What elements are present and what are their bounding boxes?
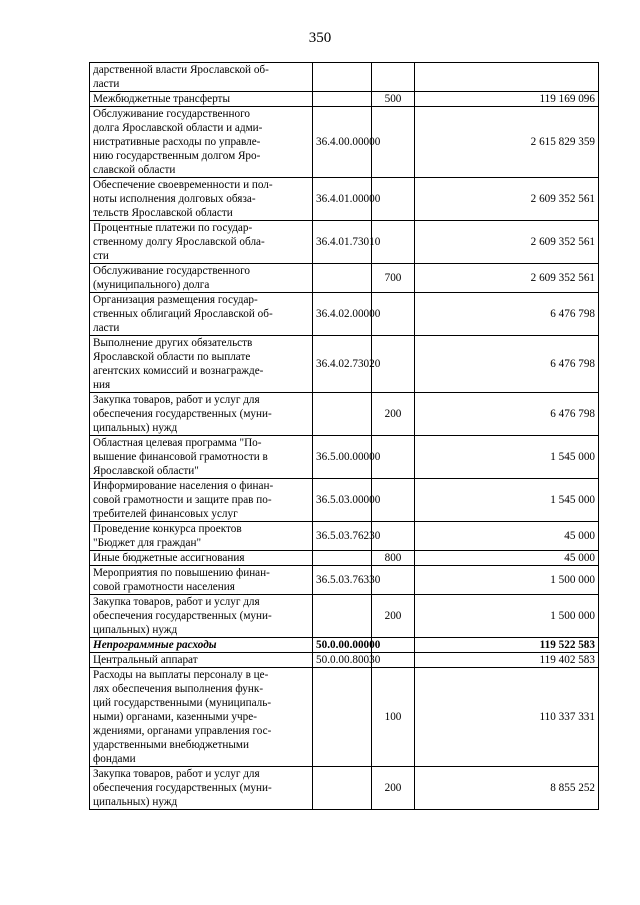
row-name-cell: дарственной власти Ярославской об- ласти	[90, 63, 313, 92]
table-row	[90, 178, 599, 221]
row-amount-cell: 45 000	[415, 522, 599, 551]
row-amount-cell: 110 337 331	[415, 668, 599, 767]
row-name-cell: Процентные платежи по государ- ственному долгу Ярославской обла- сти	[90, 221, 313, 264]
table-row	[90, 668, 599, 767]
row-type-cell: 500	[372, 92, 415, 107]
row-code-cell	[313, 668, 372, 767]
table-row	[90, 293, 599, 336]
table-row	[90, 264, 599, 293]
row-amount-cell: 1 545 000	[415, 436, 599, 479]
row-amount-cell: 1 500 000	[415, 595, 599, 638]
row-name-cell: Обслуживание государственного (муниципального) долга	[90, 264, 313, 293]
row-name-cell: Областная целевая программа "По- вышение финансовой грамотности в Ярославской области"	[90, 436, 313, 479]
row-type-cell: 800	[372, 551, 415, 566]
row-name-cell: Непрограммные расходы	[90, 638, 313, 653]
row-amount-cell: 2 615 829 359	[415, 107, 599, 178]
row-amount-cell: 6 476 798	[415, 293, 599, 336]
table-row	[90, 566, 599, 595]
row-name-cell: Обеспечение своевременности и пол- ноты исполнения долговых обяза- тельств Ярославской области	[90, 178, 313, 221]
row-code-cell	[313, 551, 372, 566]
row-amount-cell: 119 522 583	[415, 638, 599, 653]
row-amount-cell: 8 855 252	[415, 767, 599, 810]
table-row	[90, 221, 599, 264]
row-name-cell: Мероприятия по повышению финан- совой грамотности населения	[90, 566, 313, 595]
table-row	[90, 551, 599, 566]
row-type-cell: 200	[372, 595, 415, 638]
table-row	[90, 107, 599, 178]
row-amount-cell: 2 609 352 561	[415, 178, 599, 221]
row-type-cell: 700	[372, 264, 415, 293]
table-row	[90, 638, 599, 653]
row-name-cell: Информирование населения о финан- совой грамотности и защите прав по- требителей финансовых услуг	[90, 479, 313, 522]
row-amount-cell: 1 500 000	[415, 566, 599, 595]
budget-table	[89, 62, 599, 810]
row-code-cell: 36.4.01.73010	[313, 221, 372, 264]
row-type-cell: 200	[372, 767, 415, 810]
row-amount-cell: 1 545 000	[415, 479, 599, 522]
row-name-cell: Организация размещения государ- ственных облигаций Ярославской об- ласти	[90, 293, 313, 336]
row-name-cell: Иные бюджетные ассигнования	[90, 551, 313, 566]
table-row	[90, 522, 599, 551]
row-code-cell	[313, 595, 372, 638]
row-code-cell	[313, 264, 372, 293]
row-code-cell: 36.5.03.76230	[313, 522, 372, 551]
row-code-cell: 36.4.02.00000	[313, 293, 372, 336]
table-row	[90, 336, 599, 393]
row-code-cell	[313, 393, 372, 436]
row-amount-cell: 6 476 798	[415, 393, 599, 436]
table-row	[90, 595, 599, 638]
row-code-cell: 36.4.00.00000	[313, 107, 372, 178]
row-code-cell: 36.4.02.73020	[313, 336, 372, 393]
row-type-cell	[372, 63, 415, 92]
row-code-cell	[313, 63, 372, 92]
row-name-cell: Межбюджетные трансферты	[90, 92, 313, 107]
row-name-cell: Закупка товаров, работ и услуг для обеспечения государственных (муни- ципальных) нужд	[90, 767, 313, 810]
row-name-cell: Проведение конкурса проектов "Бюджет для граждан"	[90, 522, 313, 551]
table-row	[90, 92, 599, 107]
row-code-cell: 50.0.00.80030	[313, 653, 372, 668]
page-number: 350	[308, 30, 332, 46]
row-code-cell: 36.4.01.00000	[313, 178, 372, 221]
table-row	[90, 653, 599, 668]
row-amount-cell: 2 609 352 561	[415, 264, 599, 293]
row-code-cell	[313, 92, 372, 107]
row-name-cell: Расходы на выплаты персоналу в це- лях обеспечения выполнения функ- ций государственными (муниципаль- ными) органами, казенными учре- ждениями, органами управления гос- ударственными внебюджетными фондами	[90, 668, 313, 767]
row-amount-cell: 6 476 798	[415, 336, 599, 393]
row-amount-cell: 119 402 583	[415, 653, 599, 668]
row-type-cell: 200	[372, 393, 415, 436]
row-code-cell	[313, 767, 372, 810]
table-row	[90, 63, 599, 92]
row-code-cell: 36.5.03.00000	[313, 479, 372, 522]
row-type-cell: 100	[372, 668, 415, 767]
row-code-cell: 36.5.00.00000	[313, 436, 372, 479]
row-amount-cell: 45 000	[415, 551, 599, 566]
table-row	[90, 479, 599, 522]
row-name-cell: Закупка товаров, работ и услуг для обеспечения государственных (муни- ципальных) нужд	[90, 393, 313, 436]
budget-table-body	[90, 63, 599, 810]
row-code-cell: 50.0.00.00000	[313, 638, 372, 653]
row-amount-cell: 2 609 352 561	[415, 221, 599, 264]
row-amount-cell	[415, 63, 599, 92]
row-code-cell: 36.5.03.76330	[313, 566, 372, 595]
row-name-cell: Центральный аппарат	[90, 653, 313, 668]
row-name-cell: Закупка товаров, работ и услуг для обеспечения государственных (муни- ципальных) нужд	[90, 595, 313, 638]
row-name-cell: Обслуживание государственного долга Ярославской области и адми- нистративные расходы по управле- нию государственным долгом Яро- славской области	[90, 107, 313, 178]
row-name-cell: Выполнение других обязательств Ярославской области по выплате агентских комиссий и вознагражде- ния	[90, 336, 313, 393]
row-amount-cell: 119 169 096	[415, 92, 599, 107]
table-row	[90, 393, 599, 436]
table-row	[90, 436, 599, 479]
table-row	[90, 767, 599, 810]
